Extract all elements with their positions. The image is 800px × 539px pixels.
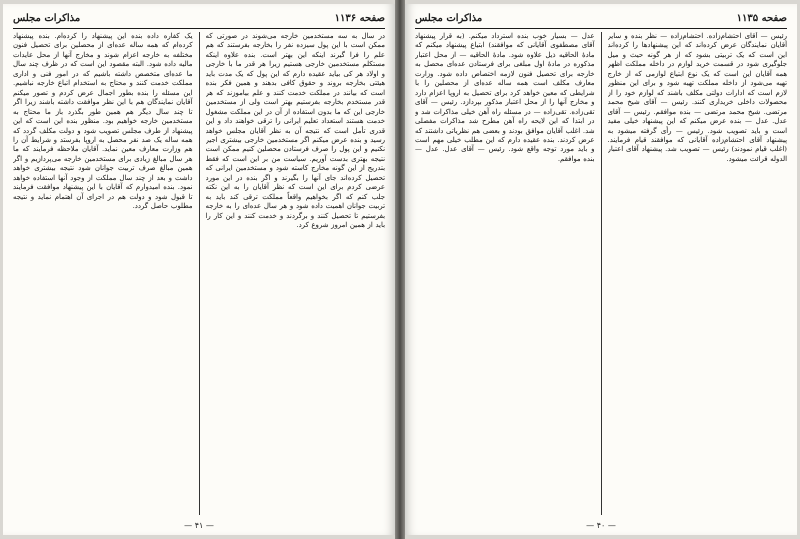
- right-column-divider: [601, 32, 602, 515]
- left-column-1: [206, 32, 386, 515]
- right-column-2: [415, 32, 595, 515]
- right-column-2-text: عدل — بسیار خوب بنده استرداد میکنم. (به قرار پیشنهاد آقای مصطفوی آقایانی که موافقند) ابتیاع پیشنهاد میکنم که مادهٔ الحاقیه ذیل علاوه شود. مادهٔ الحاقیه — از محل اعتبار مذکوره در مادهٔ اول مبلغی برای فرستادن عده‌ای محصل به خارجه برای تحصیل فنون لازمه اختصاص داده شود. وزارت معارف مکلف است همه ساله عده‌ای از محصلین را با شرایطی که معین خواهد کرد برای تحصیل به اروپا اعزام دارد و مخارج آنها را از محل اعتبار مذکور بپردازد. رئیس — آقای تقی‌زاده. تقی‌زاده — در مسئله راه آهن خیلی مذاکرات شد و در ابتدا که این لایحه راه آهن مطرح شد مذاکرات مفصلی شد. اغلب آقایان موافق بودند و بعضی هم نظریاتی داشتند که عرض کردند. بنده عقیده دارم که این مطلب خیلی مهم است و باید مورد توجه واقع شود. رئیس — آقای عدل. عدل — بنده موافقم.: [415, 32, 595, 163]
- right-page-number: — ۴۰ —: [586, 521, 616, 530]
- left-columns: [13, 32, 385, 515]
- right-columns: [415, 32, 787, 515]
- left-page: [3, 4, 395, 535]
- left-column-divider: [199, 32, 200, 515]
- left-column-1-text: در سال به سه مستخدمین خارجه می‌شوند در صورتی که ممکن است با این پول سیزده نفر را بخارجه بفرستند که هم علم را فرا گیرند اینکه این بهتر است. بنده علاوه اینکه مستکلم مستخدمین خارجی هستیم زیرا هر قدر ما با خارجی و اولاد هر کی بیاید عقیده دارم که این پول که یک مدت باید هیئتی بخارجه بروند و حقوق کافی بدهند و همین فکر بنده است که بیانند در مملکت خدمت کنند و علم بیاموزند که هر قدر مستخدم بخارجه بفرستیم بهتر است ولی از مستخدمین خارجی این که ما بدون استفاده از آن در این مملکت مشغول خدمت هستند استعداد تعلیم ایرانی را ترقی خواهند داد و این قدری تأمل است که نتیجه آن به نظر آقایان مجلس خواهد رسید و بنده عرض میکنم اگر مستخدمین خارجی بیشتری اجیر نکنیم و این پول را صرف فرستادن محصلین کنیم ممکن است نتیجه بهتری بدست آوریم. سیاست من بر این است که فقط بتدریج از این گونه مخارج کاسته شود و مستخدمین ایرانی که تحصیل کرده‌اند جای آنها را بگیرند و اگر بنده در این مورد عرضی کردم برای این است که نظر آقایان را به این نکته جلب کنم که اگر بخواهیم واقعاً مملکت ترقی کند باید به تربیت جوانان اهمیت داده شود و هر سال عده‌ای را به خارجه بفرستیم تا تحصیل کنند و برگردند و خدمت کنند و این کار را باید از همین امروز شروع کرد.: [205, 32, 385, 230]
- right-header-rule: [415, 28, 787, 29]
- right-page-header: [415, 10, 787, 26]
- right-header-page-label: صفحه ۱۱۳۵: [736, 12, 787, 24]
- left-page-number: — ۴۱ —: [184, 521, 214, 530]
- right-column-1: [608, 32, 788, 515]
- book-gutter: [395, 0, 405, 539]
- left-column-2-text: یک کفاره داده بنده این پیشنهاد را کرده‌ام. بنده پیشنهاد کرده‌ام که همه ساله عده‌ای از محصلین برای تحصیل فنون مختلفه به خارجه اعزام شوند و مخارج آنها از محل عایدات مالیه داده شود. البته مقصود این است که در ظرف چند سال ما عده‌ای متخصص داشته باشیم که در امور فنی و اداری مملکت خدمت کنند و محتاج به استخدام اتباع خارجه نباشیم. این مسئله را بنده بطور اجمال عرض کردم و تصور میکنم آقایان نمایندگان هم با این نظر موافقت داشته باشند زیرا اگر تا چند سال دیگر هم همین طور بگذرد باز ما محتاج به مستخدمین خارجه خواهیم بود. منظور بنده این است که این پیشنهاد از طرف مجلس تصویب شود و دولت مکلف گردد که همه ساله یک صد نفر محصل به اروپا بفرستد و شرایط آن را هم وزارت معارف معین نماید. آقایان ملاحظه فرمایند که ما هر سال مبالغ زیادی برای مستخدمین خارجه می‌پردازیم و اگر همین مبالغ صرف تربیت جوانان شود نتیجه بیشتری خواهد داشت و بعد از چند سال مملکت از وجود آنها استفاده خواهد نمود. بنده امیدوارم که آقایان با این پیشنهاد موافقت فرمایند تا قبول شود و دولت هم در اجرای آن اهتمام نماید و نتیجه مطلوب حاصل گردد.: [13, 32, 193, 211]
- left-header-title: مذاکرات مجلس: [13, 12, 81, 24]
- right-header-title: مذاکرات مجلس: [415, 12, 483, 24]
- left-header-rule: [13, 28, 385, 29]
- right-column-1-text: رئیس — آقای احتشام‌زاده. احتشام‌زاده — نظر بنده و سایر آقایان نمایندگان عرض کرده‌اند که این پیشنهادها را کرده‌اند این است که یک تربیتی بشود که از هر گونه حیث و میل جلوگیری شود در قسمت خرید لوازم در داخله مملکت اظهر همه آقایان این است که یک نوع ابتیاع لوازمی که از خارج تهیه می‌شود از داخله مملکت تهیه شود و برای این منظور لازم است که ادارات دولتی مکلف باشند که لوازم خود را از محصولات داخلی خریداری کنند. رئیس — آقای شیخ محمد مرتضی. شیخ محمد مرتضی — بنده موافقم. رئیس — آقای عدل. عدل — بنده عرض میکنم که این پیشنهاد خیلی مفید است و باید تصویب شود. رئیس — رأی گرفته میشود به پیشنهاد آقای احتشام‌زاده آقایانی که موافقند قیام فرمایند. (اغلب قیام نمودند) رئیس — تصویب شد. پیشنهاد آقای اعتبار الدوله قرائت میشود.: [607, 32, 787, 163]
- left-page-header: [13, 10, 385, 26]
- right-page: [405, 4, 797, 535]
- left-header-page-label: صفحه ۱۱۳۶: [334, 12, 385, 24]
- left-column-2: [13, 32, 193, 515]
